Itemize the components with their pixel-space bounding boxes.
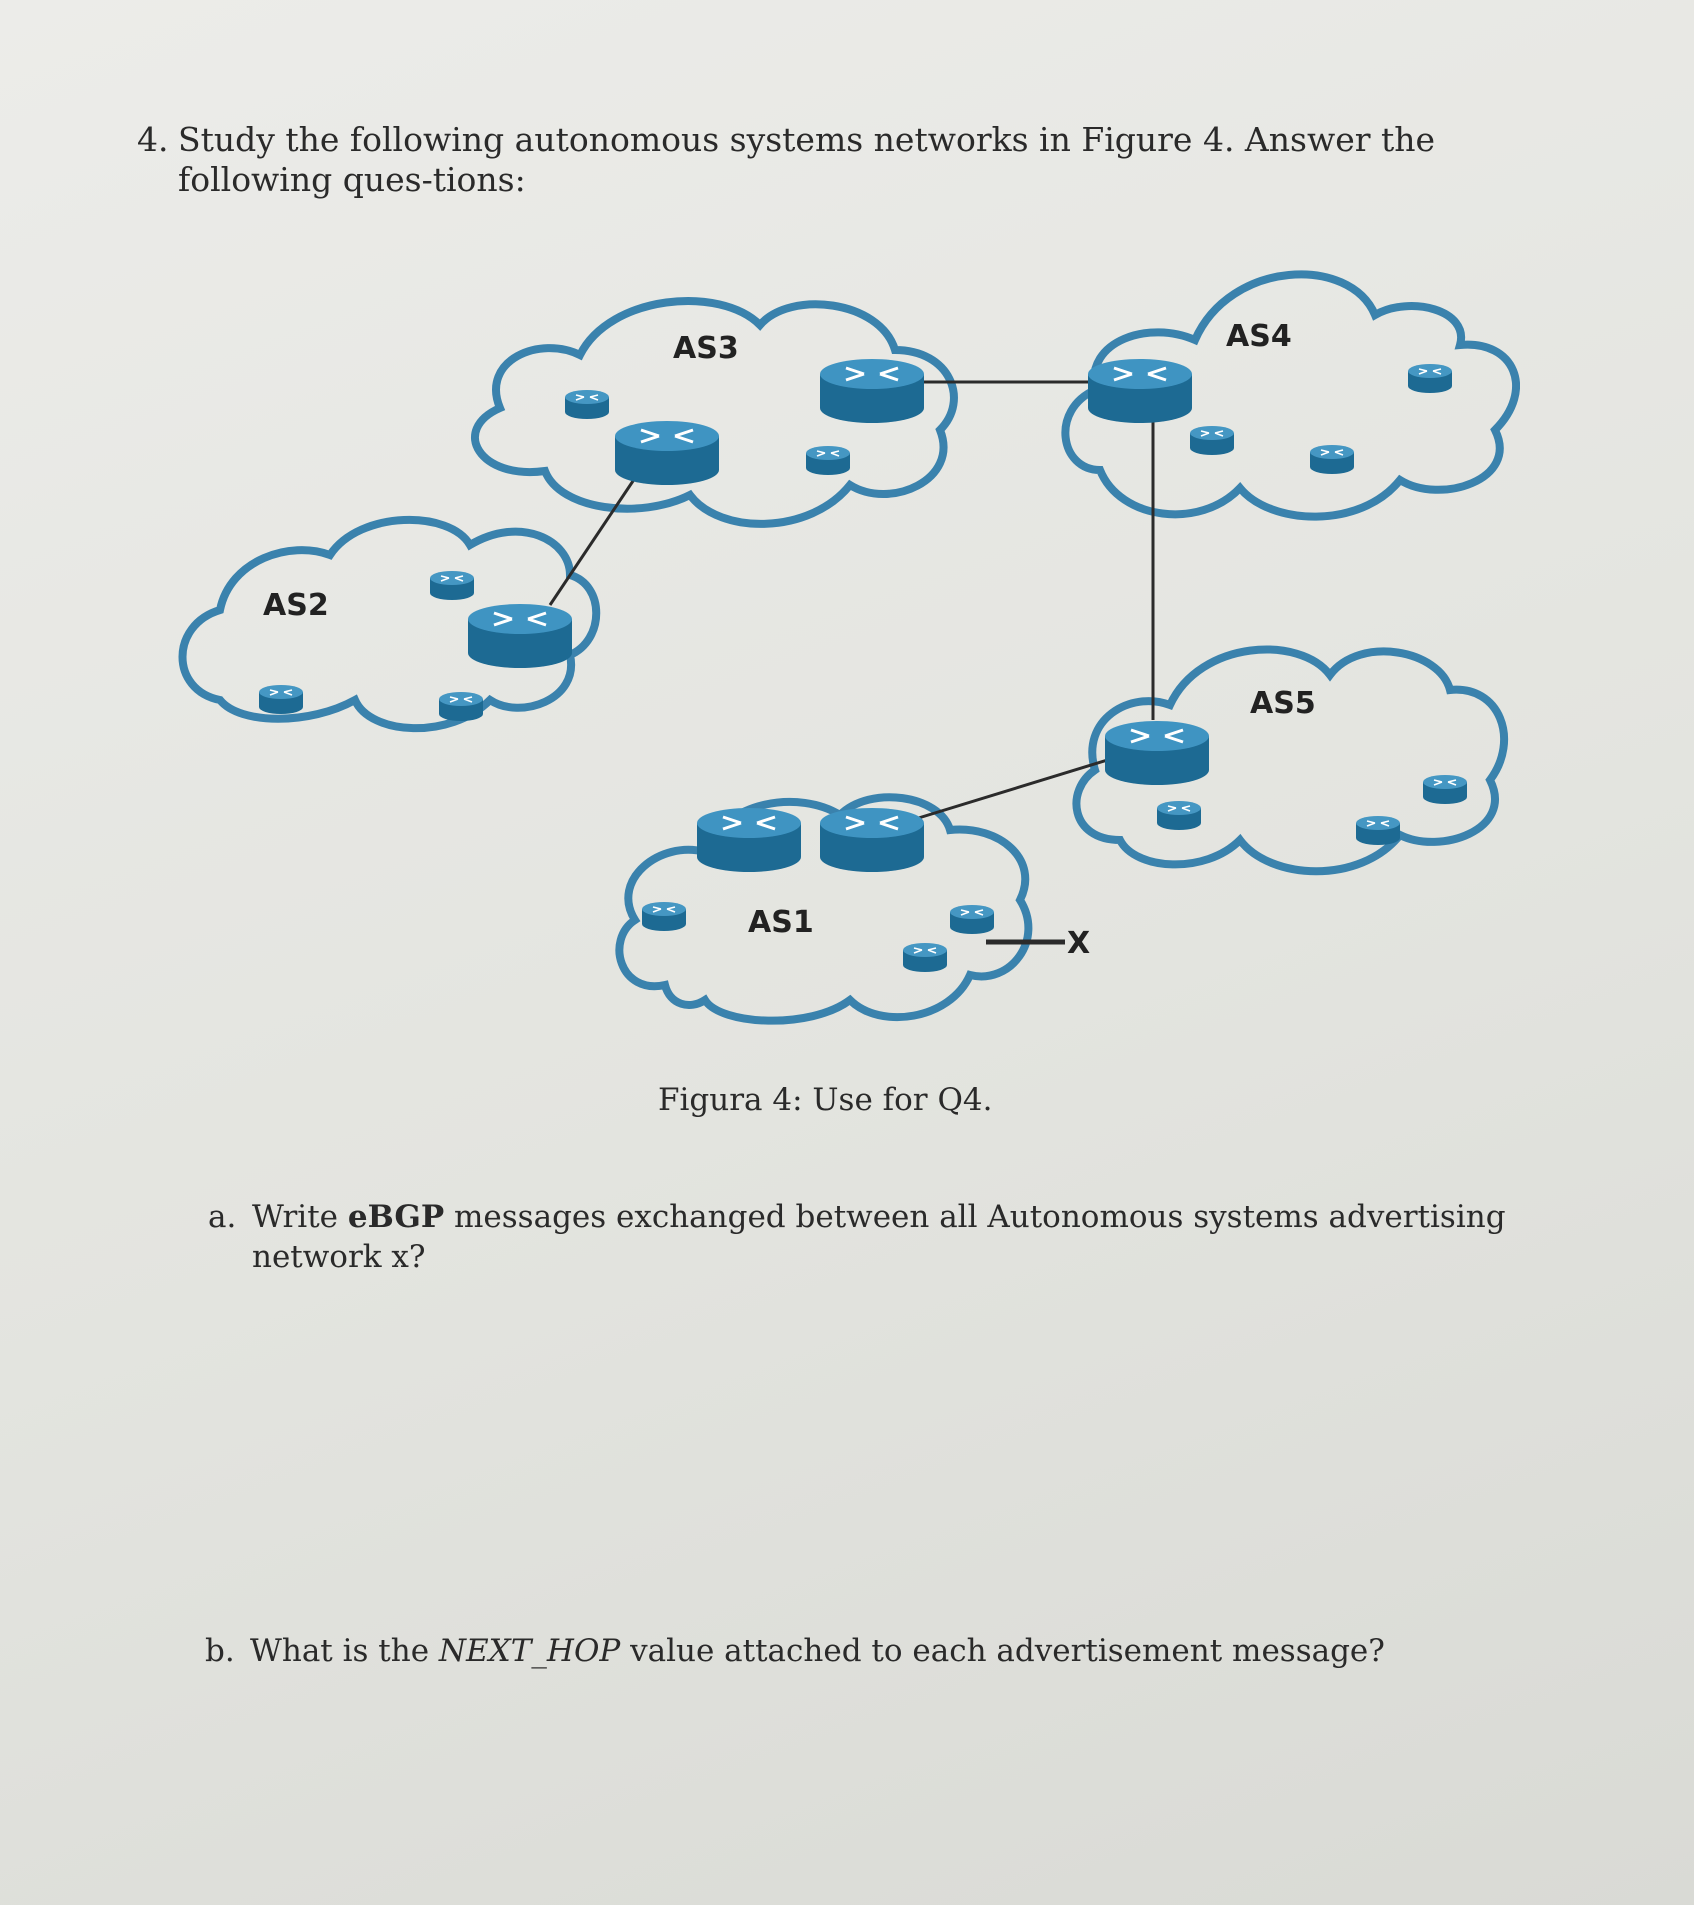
as5-label: AS5 [1250,686,1316,721]
as3-internal-router [565,390,609,419]
as2-label: AS2 [263,588,329,623]
as1-internal-router [950,905,994,934]
question-text: Study the following autonomous systems networks in Figure 4. Answer the following ques-tions: [178,120,1436,199]
as5-internal-router [1356,816,1400,845]
question-number: 4. [137,120,169,159]
as2-border-router [468,604,572,668]
as4-label: AS4 [1226,319,1292,354]
as2-internal-router [259,685,303,714]
as2-internal-router [439,692,483,721]
as1-border-router-right [820,808,924,872]
figure-caption: Figura 4: Use for Q4. [658,1082,993,1118]
as5-internal-router [1423,775,1467,804]
as3-border-router-left [615,421,719,485]
as5-internal-router [1157,801,1201,830]
ebgp-term: eBGP [347,1199,445,1235]
as4-border-router [1088,359,1192,423]
as4-internal-router [1190,426,1234,455]
subquestion-b-marker: b. [205,1633,235,1669]
as4-internal-router [1408,364,1452,393]
subquestion-a-text: Write eBGP messages exchanged between all Autonomous systems advertising network x? [252,1199,1506,1275]
as3-internal-router [806,446,850,475]
next-hop-term: NEXT_HOP [438,1633,621,1669]
as1-label: AS1 [748,905,814,940]
as5-border-router [1105,721,1209,785]
network-x-label: X [1067,926,1091,961]
as4-internal-router [1310,445,1354,474]
as1-internal-router [642,902,686,931]
as1-internal-router [903,943,947,972]
as3-label: AS3 [673,331,739,366]
as1-border-router-left [697,808,801,872]
subquestion-b-text: What is the NEXT_HOP value attached to each advertisement message? [250,1633,1385,1669]
as-network-figure [160,240,1520,1060]
as2-internal-router [430,571,474,600]
subquestion-a-marker: a. [208,1199,237,1235]
as3-border-router-right [820,359,924,423]
